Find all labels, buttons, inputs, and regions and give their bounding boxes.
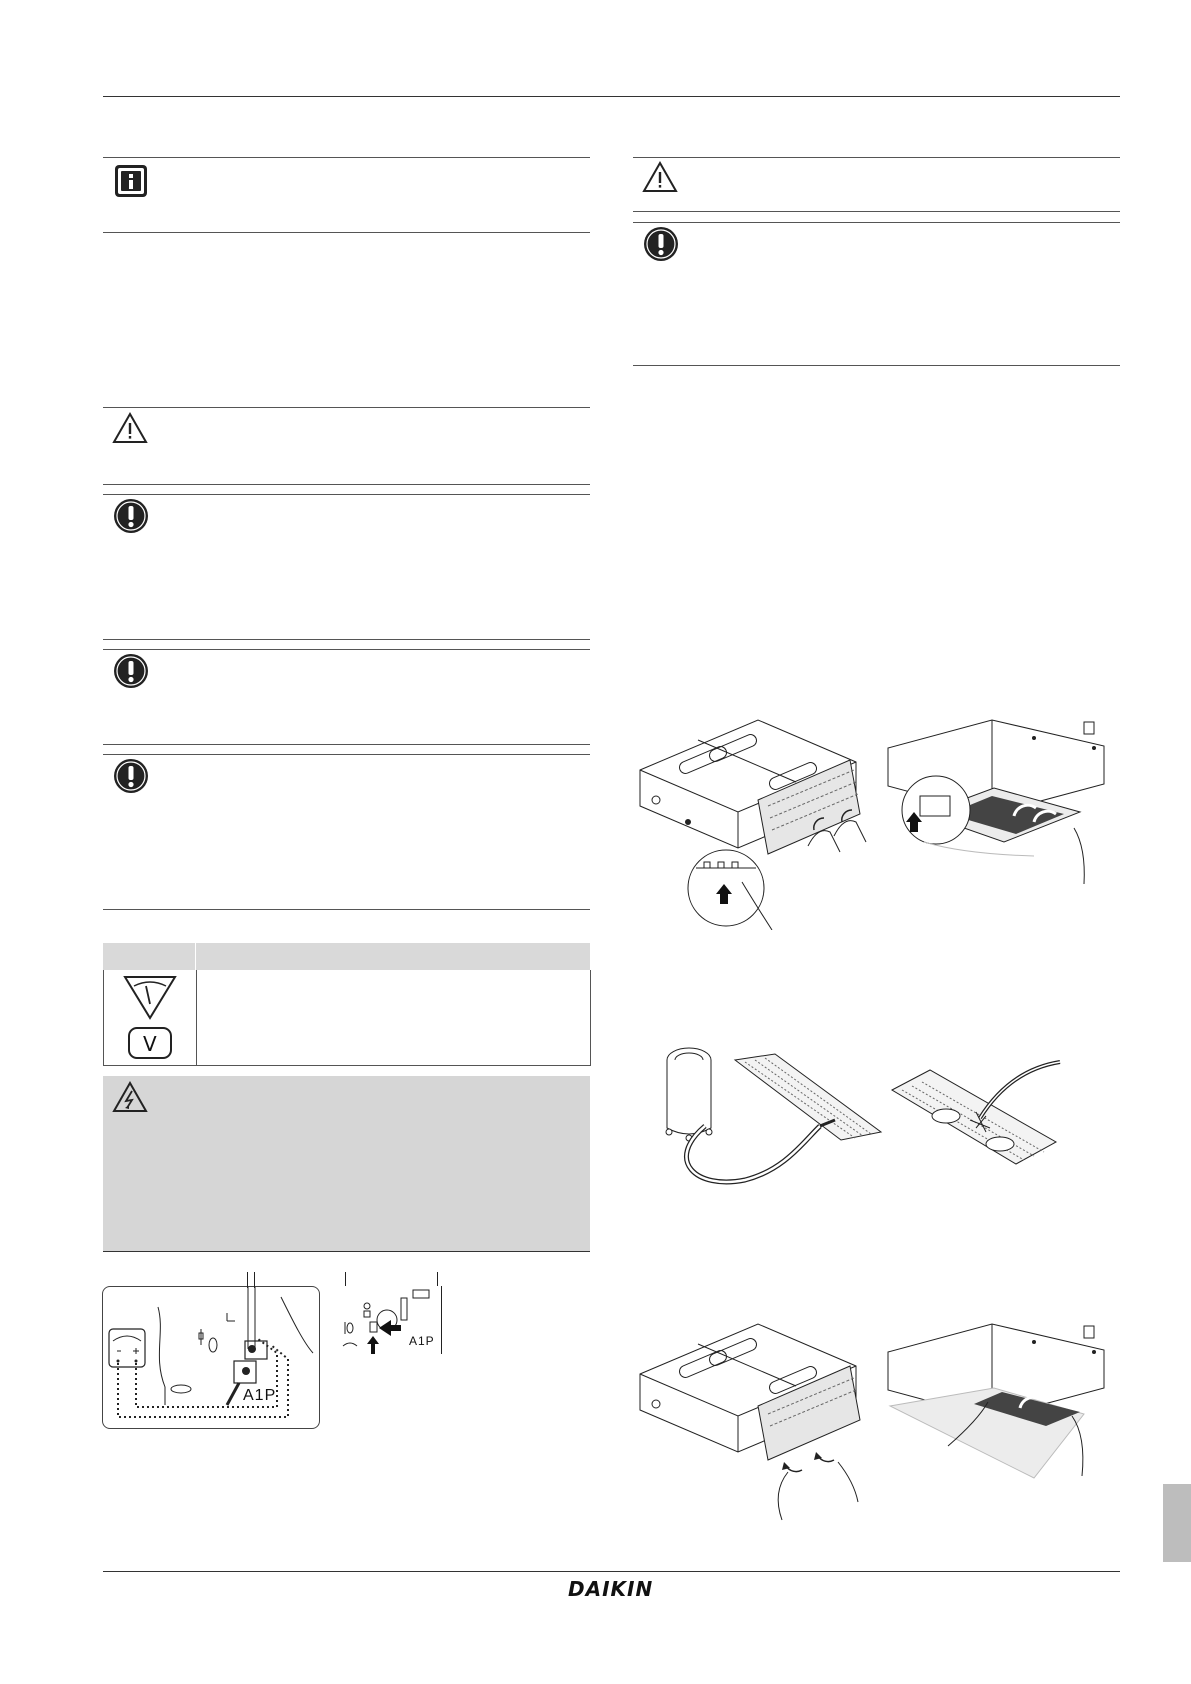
diagram-pointer-line <box>247 1272 248 1288</box>
notice-2-bottom-rule <box>103 744 590 745</box>
pcb-inset-diagram <box>331 1286 442 1354</box>
header-rule <box>103 96 1120 97</box>
notice-1-top-rule <box>103 494 590 495</box>
pcb-inset-label: A1P <box>409 1334 435 1348</box>
figure-clean-filter-right <box>890 1060 1090 1180</box>
caution-block-top-rule <box>103 407 590 408</box>
figure-remove-filter-left <box>638 718 878 930</box>
warning-triangle-icon <box>112 412 148 444</box>
electrical-danger-box <box>103 1076 590 1251</box>
right-caution-top-rule <box>633 157 1120 158</box>
symbol-table-divider <box>196 970 197 1065</box>
voltmeter-icon <box>122 974 178 1062</box>
exclamation-circle-icon <box>113 498 149 534</box>
symbol-table-header <box>103 943 590 970</box>
pcb-board-label: A1P <box>243 1387 277 1404</box>
electric-shock-icon <box>112 1081 148 1113</box>
figure-reinstall-filter-right <box>884 1322 1112 1502</box>
info-block-bottom-rule <box>103 232 590 233</box>
notice-3-bottom-rule <box>103 909 590 910</box>
diagram-pointer-line <box>254 1272 255 1288</box>
right-caution-bottom-rule <box>633 211 1120 212</box>
figure-clean-filter-left <box>655 1040 885 1208</box>
warning-triangle-icon <box>642 161 678 193</box>
daikin-logo: DAIKIN <box>568 1577 654 1601</box>
pcb-diagram-drawing <box>103 1287 319 1428</box>
info-block-top-rule <box>103 157 590 158</box>
figure-remove-filter-right <box>884 718 1112 888</box>
pcb-measurement-diagram <box>102 1286 320 1429</box>
right-notice-top-rule <box>633 222 1120 223</box>
notice-2-top-rule <box>103 649 590 650</box>
exclamation-circle-icon <box>113 758 149 794</box>
info-icon <box>113 163 149 199</box>
figure-reinstall-filter-left <box>638 1322 878 1522</box>
electrical-danger-bottom-rule <box>103 1251 590 1252</box>
inset-pointer-line <box>437 1272 438 1286</box>
footer-rule <box>103 1571 1120 1572</box>
exclamation-circle-icon <box>113 653 149 689</box>
language-tab-marker <box>1163 1484 1191 1562</box>
exclamation-circle-icon <box>643 226 679 262</box>
symbol-table-body <box>103 970 591 1066</box>
inset-pointer-line <box>345 1272 346 1286</box>
notice-3-top-rule <box>103 754 590 755</box>
notice-1-bottom-rule <box>103 639 590 640</box>
symbol-table-header-divider <box>195 943 196 970</box>
caution-block-bottom-rule <box>103 484 590 485</box>
voltmeter-unit-label: V <box>143 1032 157 1056</box>
right-notice-bottom-rule <box>633 365 1120 366</box>
